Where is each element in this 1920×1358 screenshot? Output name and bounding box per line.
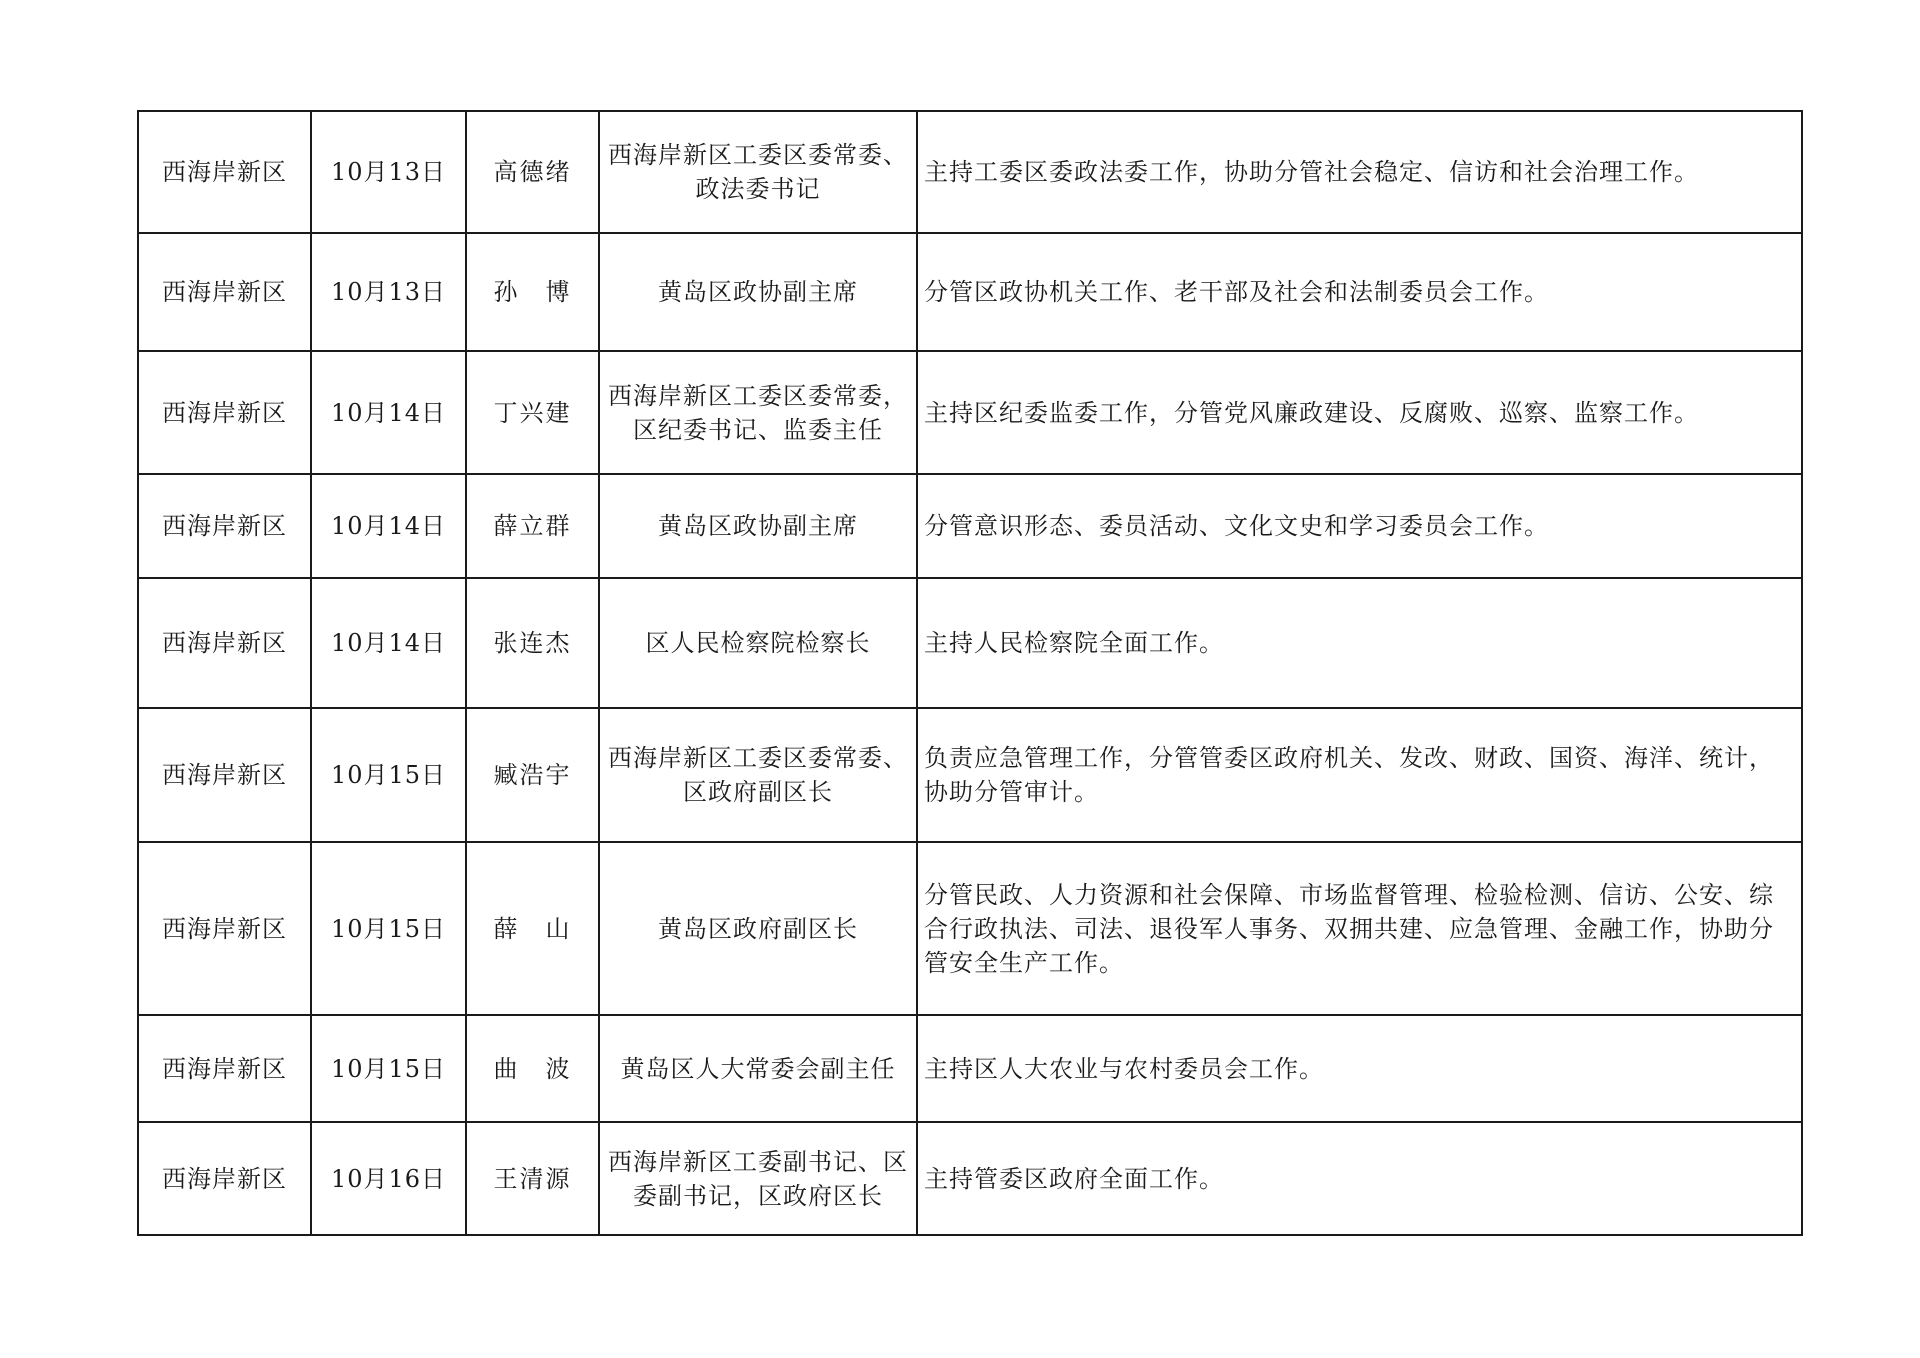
name-cell (466, 1122, 599, 1235)
title-cell: 西海岸新区工委区委常委、政法委书记 (599, 111, 917, 233)
title-cell: 西海岸新区工委副书记、区委副书记，区政府区长 (599, 1122, 917, 1235)
name-text: 薛 山 (493, 914, 572, 943)
name-text: 王清源 (493, 1164, 572, 1193)
table-row (138, 1015, 1802, 1122)
title-cell: 黄岛区政协副主席 (599, 474, 917, 578)
name-text: 曲 波 (493, 1054, 572, 1083)
duty-cell: 分管民政、人力资源和社会保障、市场监督管理、检验检测、信访、公安、综合行政执法、司法、退役军人事务、双拥共建、应急管理、金融工作，协助分管安全生产工作。 (917, 842, 1802, 1015)
title-cell: 黄岛区政府副区长 (599, 842, 917, 1015)
table-row (138, 1122, 1802, 1235)
title-cell: 西海岸新区工委区委常委，区纪委书记、监委主任 (599, 351, 917, 474)
date-cell: 10月14日 (311, 474, 466, 578)
date-cell: 10月14日 (311, 351, 466, 474)
region-cell: 西海岸新区 (138, 474, 311, 578)
name-text: 张连杰 (493, 629, 572, 657)
name-text: 孙 博 (493, 278, 572, 306)
title-cell: 区人民检察院检察长 (599, 578, 917, 708)
name-text: 丁兴建 (493, 398, 572, 427)
table-row (138, 578, 1802, 708)
duty-cell: 分管意识形态、委员活动、文化文史和学习委员会工作。 (917, 474, 1802, 578)
name-cell (466, 708, 599, 842)
name-cell (466, 578, 599, 708)
duty-cell: 主持管委区政府全面工作。 (917, 1122, 1802, 1235)
table-row (138, 474, 1802, 578)
duty-cell: 负责应急管理工作，分管管委区政府机关、发改、财政、国资、海洋、统计，协助分管审计。 (917, 708, 1802, 842)
region-cell: 西海岸新区 (138, 111, 311, 233)
name-cell (466, 842, 599, 1015)
date-cell: 10月14日 (311, 578, 466, 708)
duty-cell: 主持工委区委政法委工作，协助分管社会稳定、信访和社会治理工作。 (917, 111, 1802, 233)
date-cell: 10月15日 (311, 842, 466, 1015)
date-cell: 10月13日 (311, 111, 466, 233)
name-text: 薛立群 (493, 512, 572, 540)
region-cell: 西海岸新区 (138, 578, 311, 708)
region-cell: 西海岸新区 (138, 351, 311, 474)
table-row (138, 351, 1802, 474)
table-row (138, 842, 1802, 1015)
name-cell (466, 1015, 599, 1122)
name-cell (466, 474, 599, 578)
name-cell (466, 351, 599, 474)
date-cell: 10月13日 (311, 233, 466, 351)
region-cell: 西海岸新区 (138, 1122, 311, 1235)
table-row (138, 233, 1802, 351)
date-cell: 10月15日 (311, 1015, 466, 1122)
title-cell: 黄岛区人大常委会副主任 (599, 1015, 917, 1122)
region-cell: 西海岸新区 (138, 233, 311, 351)
table-row (138, 708, 1802, 842)
region-cell: 西海岸新区 (138, 1015, 311, 1122)
duty-cell: 主持区纪委监委工作，分管党风廉政建设、反腐败、巡察、监察工作。 (917, 351, 1802, 474)
duty-cell: 分管区政协机关工作、老干部及社会和法制委员会工作。 (917, 233, 1802, 351)
region-cell: 西海岸新区 (138, 708, 311, 842)
name-text: 臧浩宇 (493, 761, 572, 789)
title-cell: 黄岛区政协副主席 (599, 233, 917, 351)
date-cell: 10月15日 (311, 708, 466, 842)
name-cell (466, 111, 599, 233)
schedule-table (137, 110, 1803, 1236)
duty-cell: 主持人民检察院全面工作。 (917, 578, 1802, 708)
name-text: 高德绪 (493, 158, 572, 186)
duty-cell: 主持区人大农业与农村委员会工作。 (917, 1015, 1802, 1122)
title-cell: 西海岸新区工委区委常委、区政府副区长 (599, 708, 917, 842)
table-row (138, 111, 1802, 233)
name-cell (466, 233, 599, 351)
region-cell: 西海岸新区 (138, 842, 311, 1015)
date-cell: 10月16日 (311, 1122, 466, 1235)
